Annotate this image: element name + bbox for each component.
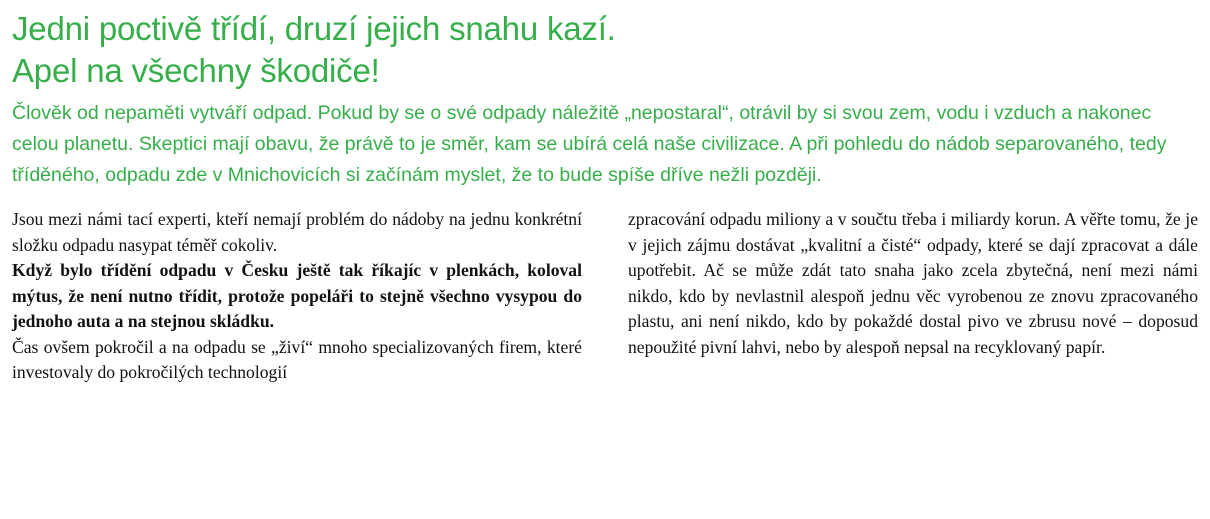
page-title — [12, 8, 1198, 92]
article-column-right — [628, 207, 1198, 386]
article-lead: Člověk od nepaměti vytváří odpad. Pokud by se o své odpady náležitě „nepostaral“, otrávil by si svou zem, vodu i vzduch a nakonec celou planetu. Skeptici mají obavu, že právě to je směr, kam se ubírá celá naše civilizace. A při pohledu do nádob separovaného, tedy tříděného, odpadu zde v Mnichovicích si začínám myslet, že to bude spíše dříve nežli později. — [12, 102, 1167, 186]
paragraph: Čas ovšem pokročil a na odpadu se „živí“ mnoho specializovaných firem, které investovaly do pokročilých technologií — [12, 336, 582, 382]
paragraph: Jsou mezi námi tací experti, kteří nemají problém do nádoby na jednu konkrétní složku odpadu nasypat téměř cokoliv. — [12, 209, 582, 255]
headline-line-2: Apel na všechny škodiče! — [12, 52, 380, 89]
article-column-left — [12, 207, 582, 386]
paragraph: zpracování odpadu miliony a v součtu třeba i miliardy korun. A věřte tomu, že je v jejich zájmu dostávat „kvalitní a čisté“ odpady, které se dají zpracovat a dále upotřebit. Ač se může zdát tato snaha jako zcela zbytečná, není mezi námi nikdo, kdo by nevlastnil alespoň jednu věc vyrobenou ze znovu zpracovaného plastu, ani není nikdo, kdo by pokaždé dostal pivo ve zbrusu nové – doposud nepoužité pivní lahvi, nebo by alespoň nepsal na recyklovaný papír. — [628, 209, 1198, 357]
article-body — [12, 207, 1198, 386]
paragraph-highlighted: Když bylo třídění odpadu v Česku ještě tak říkajíc v plenkách, koloval mýtus, že není nutno třídit, protože popeláři to stejně všechno vysypou do jednoho auta a na stejnou skládku. — [12, 260, 582, 331]
headline-line-1: Jedni poctivě třídí, druzí jejich snahu kazí. — [12, 10, 616, 47]
